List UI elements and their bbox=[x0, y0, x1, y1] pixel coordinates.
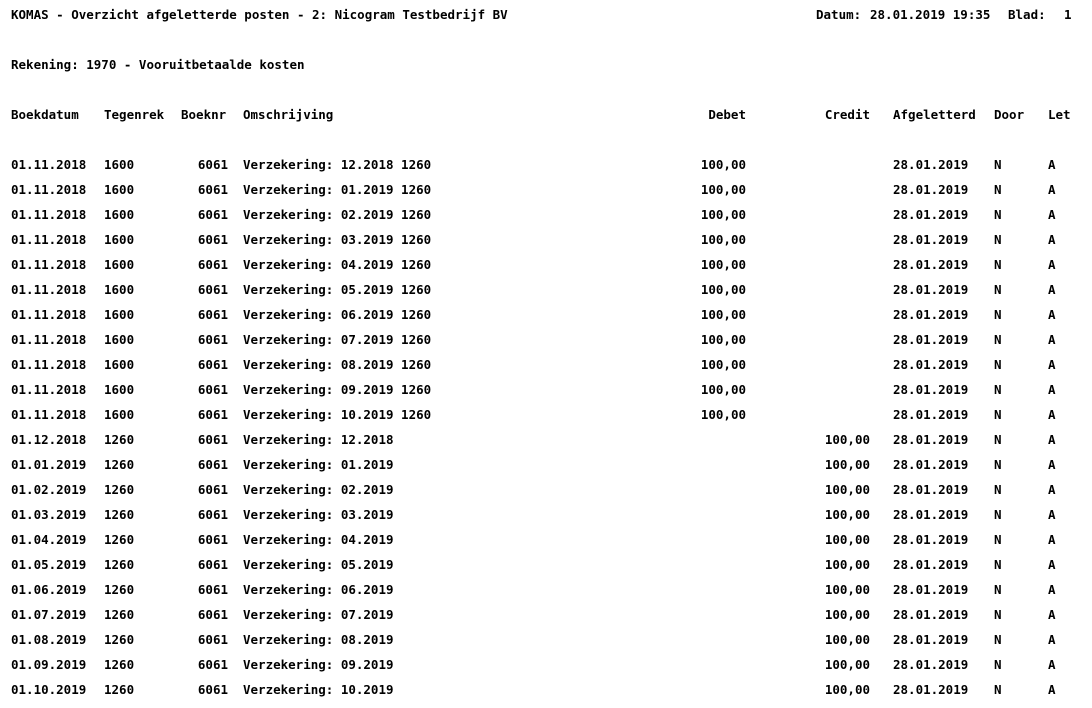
cell-omschrijving: Verzekering: 07.2019 1260 bbox=[243, 332, 432, 347]
cell-afgeletterd: 28.01.2019 bbox=[893, 532, 969, 547]
table-row bbox=[0, 283, 1092, 308]
table-row bbox=[0, 183, 1092, 208]
cell-afgeletterd: 28.01.2019 bbox=[893, 632, 969, 647]
cell-debet: 100,00 bbox=[700, 157, 746, 172]
column-header-credit: Credit bbox=[824, 107, 870, 122]
cell-let: A bbox=[1048, 432, 1056, 447]
cell-let: A bbox=[1048, 682, 1056, 697]
cell-boeknr: 6061 bbox=[197, 257, 228, 272]
cell-afgeletterd: 28.01.2019 bbox=[893, 307, 969, 322]
cell-door: N bbox=[994, 282, 1002, 297]
cell-door: N bbox=[994, 507, 1002, 522]
table-row bbox=[0, 433, 1092, 458]
cell-afgeletterd: 28.01.2019 bbox=[893, 507, 969, 522]
cell-afgeletterd: 28.01.2019 bbox=[893, 582, 969, 597]
cell-door: N bbox=[994, 532, 1002, 547]
cell-door: N bbox=[994, 157, 1002, 172]
cell-door: N bbox=[994, 632, 1002, 647]
table-row bbox=[0, 683, 1092, 708]
cell-credit: 100,00 bbox=[824, 557, 870, 572]
column-header-afgeletterd: Afgeletterd bbox=[893, 107, 976, 122]
cell-omschrijving: Verzekering: 01.2019 bbox=[243, 457, 394, 472]
cell-boekdatum: 01.01.2019 bbox=[11, 457, 87, 472]
cell-afgeletterd: 28.01.2019 bbox=[893, 682, 969, 697]
cell-credit: 100,00 bbox=[824, 657, 870, 672]
cell-door: N bbox=[994, 232, 1002, 247]
cell-omschrijving: Verzekering: 02.2019 bbox=[243, 482, 394, 497]
cell-let: A bbox=[1048, 482, 1056, 497]
cell-boekdatum: 01.11.2018 bbox=[11, 207, 87, 222]
cell-tegenrek: 1600 bbox=[104, 282, 135, 297]
cell-credit: 100,00 bbox=[824, 532, 870, 547]
cell-debet: 100,00 bbox=[700, 382, 746, 397]
cell-door: N bbox=[994, 457, 1002, 472]
cell-boekdatum: 01.04.2019 bbox=[11, 532, 87, 547]
column-header-let: Let bbox=[1048, 107, 1071, 122]
cell-boekdatum: 01.11.2018 bbox=[11, 257, 87, 272]
table-row bbox=[0, 208, 1092, 233]
date-value: 28.01.2019 19:35 bbox=[870, 7, 991, 22]
cell-door: N bbox=[994, 657, 1002, 672]
cell-boekdatum: 01.11.2018 bbox=[11, 407, 87, 422]
table-row bbox=[0, 508, 1092, 533]
report-title: KOMAS - Overzicht afgeletterde posten - 2: Nicogram Testbedrijf BV bbox=[11, 7, 508, 22]
cell-credit: 100,00 bbox=[824, 607, 870, 622]
cell-boekdatum: 01.12.2018 bbox=[11, 432, 87, 447]
cell-boeknr: 6061 bbox=[197, 357, 228, 372]
cell-boeknr: 6061 bbox=[197, 657, 228, 672]
cell-omschrijving: Verzekering: 03.2019 1260 bbox=[243, 232, 432, 247]
cell-debet: 100,00 bbox=[700, 257, 746, 272]
cell-tegenrek: 1260 bbox=[104, 657, 135, 672]
cell-afgeletterd: 28.01.2019 bbox=[893, 607, 969, 622]
cell-boeknr: 6061 bbox=[197, 482, 228, 497]
cell-credit: 100,00 bbox=[824, 682, 870, 697]
cell-boeknr: 6061 bbox=[197, 232, 228, 247]
cell-let: A bbox=[1048, 607, 1056, 622]
cell-omschrijving: Verzekering: 07.2019 bbox=[243, 607, 394, 622]
cell-boeknr: 6061 bbox=[197, 557, 228, 572]
cell-omschrijving: Verzekering: 12.2018 1260 bbox=[243, 157, 432, 172]
cell-boekdatum: 01.11.2018 bbox=[11, 157, 87, 172]
cell-omschrijving: Verzekering: 12.2018 bbox=[243, 432, 394, 447]
cell-door: N bbox=[994, 582, 1002, 597]
cell-boekdatum: 01.11.2018 bbox=[11, 282, 87, 297]
column-header-door: Door bbox=[994, 107, 1025, 122]
cell-debet: 100,00 bbox=[700, 357, 746, 372]
cell-let: A bbox=[1048, 332, 1056, 347]
cell-debet: 100,00 bbox=[700, 307, 746, 322]
cell-credit: 100,00 bbox=[824, 507, 870, 522]
table-row bbox=[0, 333, 1092, 358]
cell-afgeletterd: 28.01.2019 bbox=[893, 657, 969, 672]
cell-debet: 100,00 bbox=[700, 332, 746, 347]
table-row bbox=[0, 308, 1092, 333]
cell-boeknr: 6061 bbox=[197, 332, 228, 347]
table-row bbox=[0, 583, 1092, 608]
cell-door: N bbox=[994, 207, 1002, 222]
cell-door: N bbox=[994, 382, 1002, 397]
cell-let: A bbox=[1048, 507, 1056, 522]
cell-let: A bbox=[1048, 357, 1056, 372]
cell-credit: 100,00 bbox=[824, 432, 870, 447]
cell-omschrijving: Verzekering: 08.2019 bbox=[243, 632, 394, 647]
cell-boekdatum: 01.06.2019 bbox=[11, 582, 87, 597]
cell-boeknr: 6061 bbox=[197, 432, 228, 447]
cell-let: A bbox=[1048, 382, 1056, 397]
cell-let: A bbox=[1048, 407, 1056, 422]
cell-omschrijving: Verzekering: 10.2019 bbox=[243, 682, 394, 697]
table-row bbox=[0, 358, 1092, 383]
table-row bbox=[0, 533, 1092, 558]
cell-boekdatum: 01.11.2018 bbox=[11, 357, 87, 372]
cell-afgeletterd: 28.01.2019 bbox=[893, 207, 969, 222]
cell-debet: 100,00 bbox=[700, 232, 746, 247]
table-row bbox=[0, 383, 1092, 408]
cell-boekdatum: 01.08.2019 bbox=[11, 632, 87, 647]
cell-tegenrek: 1600 bbox=[104, 182, 135, 197]
cell-let: A bbox=[1048, 257, 1056, 272]
page-label: Blad: bbox=[1008, 7, 1046, 22]
column-header-tegenrek: Tegenrek bbox=[104, 107, 165, 122]
cell-boekdatum: 01.05.2019 bbox=[11, 557, 87, 572]
table-row bbox=[0, 633, 1092, 658]
cell-boeknr: 6061 bbox=[197, 632, 228, 647]
cell-boekdatum: 01.07.2019 bbox=[11, 607, 87, 622]
cell-door: N bbox=[994, 257, 1002, 272]
cell-debet: 100,00 bbox=[700, 207, 746, 222]
cell-boekdatum: 01.11.2018 bbox=[11, 307, 87, 322]
cell-tegenrek: 1260 bbox=[104, 557, 135, 572]
page-number: 1 bbox=[1064, 7, 1072, 22]
cell-tegenrek: 1600 bbox=[104, 407, 135, 422]
cell-afgeletterd: 28.01.2019 bbox=[893, 482, 969, 497]
cell-afgeletterd: 28.01.2019 bbox=[893, 182, 969, 197]
cell-door: N bbox=[994, 357, 1002, 372]
cell-door: N bbox=[994, 432, 1002, 447]
column-header-debet: Debet bbox=[708, 107, 746, 122]
cell-credit: 100,00 bbox=[824, 457, 870, 472]
cell-boeknr: 6061 bbox=[197, 582, 228, 597]
table-row bbox=[0, 658, 1092, 683]
cell-tegenrek: 1600 bbox=[104, 207, 135, 222]
cell-afgeletterd: 28.01.2019 bbox=[893, 282, 969, 297]
cell-credit: 100,00 bbox=[824, 482, 870, 497]
cell-omschrijving: Verzekering: 05.2019 bbox=[243, 557, 394, 572]
cell-let: A bbox=[1048, 157, 1056, 172]
cell-afgeletterd: 28.01.2019 bbox=[893, 157, 969, 172]
cell-boeknr: 6061 bbox=[197, 307, 228, 322]
table-row bbox=[0, 458, 1092, 483]
cell-door: N bbox=[994, 307, 1002, 322]
cell-let: A bbox=[1048, 282, 1056, 297]
cell-boeknr: 6061 bbox=[197, 507, 228, 522]
cell-afgeletterd: 28.01.2019 bbox=[893, 357, 969, 372]
cell-boeknr: 6061 bbox=[197, 157, 228, 172]
cell-tegenrek: 1600 bbox=[104, 157, 135, 172]
cell-let: A bbox=[1048, 632, 1056, 647]
cell-debet: 100,00 bbox=[700, 182, 746, 197]
cell-tegenrek: 1260 bbox=[104, 507, 135, 522]
cell-omschrijving: Verzekering: 05.2019 1260 bbox=[243, 282, 432, 297]
cell-omschrijving: Verzekering: 04.2019 1260 bbox=[243, 257, 432, 272]
cell-door: N bbox=[994, 182, 1002, 197]
cell-boekdatum: 01.03.2019 bbox=[11, 507, 87, 522]
cell-boekdatum: 01.11.2018 bbox=[11, 382, 87, 397]
cell-afgeletterd: 28.01.2019 bbox=[893, 257, 969, 272]
table-row bbox=[0, 408, 1092, 433]
cell-boeknr: 6061 bbox=[197, 682, 228, 697]
cell-omschrijving: Verzekering: 02.2019 1260 bbox=[243, 207, 432, 222]
table-row bbox=[0, 558, 1092, 583]
cell-boekdatum: 01.10.2019 bbox=[11, 682, 87, 697]
cell-debet: 100,00 bbox=[700, 282, 746, 297]
cell-afgeletterd: 28.01.2019 bbox=[893, 457, 969, 472]
cell-boeknr: 6061 bbox=[197, 607, 228, 622]
cell-tegenrek: 1600 bbox=[104, 357, 135, 372]
cell-tegenrek: 1600 bbox=[104, 257, 135, 272]
cell-door: N bbox=[994, 557, 1002, 572]
cell-tegenrek: 1600 bbox=[104, 307, 135, 322]
cell-boekdatum: 01.02.2019 bbox=[11, 482, 87, 497]
cell-tegenrek: 1260 bbox=[104, 482, 135, 497]
cell-tegenrek: 1260 bbox=[104, 457, 135, 472]
cell-omschrijving: Verzekering: 01.2019 1260 bbox=[243, 182, 432, 197]
cell-boekdatum: 01.11.2018 bbox=[11, 332, 87, 347]
cell-afgeletterd: 28.01.2019 bbox=[893, 432, 969, 447]
cell-boeknr: 6061 bbox=[197, 407, 228, 422]
table-row bbox=[0, 483, 1092, 508]
cell-let: A bbox=[1048, 557, 1056, 572]
cell-let: A bbox=[1048, 182, 1056, 197]
cell-door: N bbox=[994, 407, 1002, 422]
cell-afgeletterd: 28.01.2019 bbox=[893, 407, 969, 422]
cell-afgeletterd: 28.01.2019 bbox=[893, 382, 969, 397]
cell-afgeletterd: 28.01.2019 bbox=[893, 232, 969, 247]
column-header-boekdatum: Boekdatum bbox=[11, 107, 79, 122]
cell-tegenrek: 1260 bbox=[104, 432, 135, 447]
cell-tegenrek: 1260 bbox=[104, 682, 135, 697]
column-header-boeknr: Boeknr bbox=[181, 107, 227, 122]
cell-door: N bbox=[994, 482, 1002, 497]
cell-credit: 100,00 bbox=[824, 632, 870, 647]
table-row bbox=[0, 258, 1092, 283]
cell-let: A bbox=[1048, 207, 1056, 222]
table-row bbox=[0, 608, 1092, 633]
cell-omschrijving: Verzekering: 10.2019 1260 bbox=[243, 407, 432, 422]
cell-let: A bbox=[1048, 232, 1056, 247]
cell-omschrijving: Verzekering: 09.2019 1260 bbox=[243, 382, 432, 397]
cell-let: A bbox=[1048, 457, 1056, 472]
table-row bbox=[0, 158, 1092, 183]
cell-omschrijving: Verzekering: 06.2019 1260 bbox=[243, 307, 432, 322]
cell-tegenrek: 1260 bbox=[104, 607, 135, 622]
cell-door: N bbox=[994, 682, 1002, 697]
table-row bbox=[0, 233, 1092, 258]
cell-tegenrek: 1600 bbox=[104, 232, 135, 247]
cell-boekdatum: 01.11.2018 bbox=[11, 182, 87, 197]
date-label: Datum: bbox=[816, 7, 862, 22]
cell-tegenrek: 1600 bbox=[104, 332, 135, 347]
cell-omschrijving: Verzekering: 03.2019 bbox=[243, 507, 394, 522]
cell-tegenrek: 1260 bbox=[104, 582, 135, 597]
cell-boeknr: 6061 bbox=[197, 457, 228, 472]
cell-let: A bbox=[1048, 532, 1056, 547]
cell-let: A bbox=[1048, 582, 1056, 597]
cell-omschrijving: Verzekering: 09.2019 bbox=[243, 657, 394, 672]
account-heading: Rekening: 1970 - Vooruitbetaalde kosten bbox=[11, 57, 305, 72]
cell-boeknr: 6061 bbox=[197, 182, 228, 197]
cell-omschrijving: Verzekering: 06.2019 bbox=[243, 582, 394, 597]
cell-boekdatum: 01.09.2019 bbox=[11, 657, 87, 672]
cell-afgeletterd: 28.01.2019 bbox=[893, 557, 969, 572]
cell-boekdatum: 01.11.2018 bbox=[11, 232, 87, 247]
cell-boeknr: 6061 bbox=[197, 282, 228, 297]
cell-tegenrek: 1260 bbox=[104, 632, 135, 647]
cell-omschrijving: Verzekering: 04.2019 bbox=[243, 532, 394, 547]
cell-debet: 100,00 bbox=[700, 407, 746, 422]
cell-let: A bbox=[1048, 307, 1056, 322]
cell-boeknr: 6061 bbox=[197, 382, 228, 397]
cell-omschrijving: Verzekering: 08.2019 1260 bbox=[243, 357, 432, 372]
cell-tegenrek: 1260 bbox=[104, 532, 135, 547]
column-header-omschrijving: Omschrijving bbox=[243, 107, 334, 122]
cell-boeknr: 6061 bbox=[197, 532, 228, 547]
cell-tegenrek: 1600 bbox=[104, 382, 135, 397]
cell-credit: 100,00 bbox=[824, 582, 870, 597]
cell-door: N bbox=[994, 607, 1002, 622]
cell-let: A bbox=[1048, 657, 1056, 672]
cell-afgeletterd: 28.01.2019 bbox=[893, 332, 969, 347]
cell-door: N bbox=[994, 332, 1002, 347]
cell-boeknr: 6061 bbox=[197, 207, 228, 222]
